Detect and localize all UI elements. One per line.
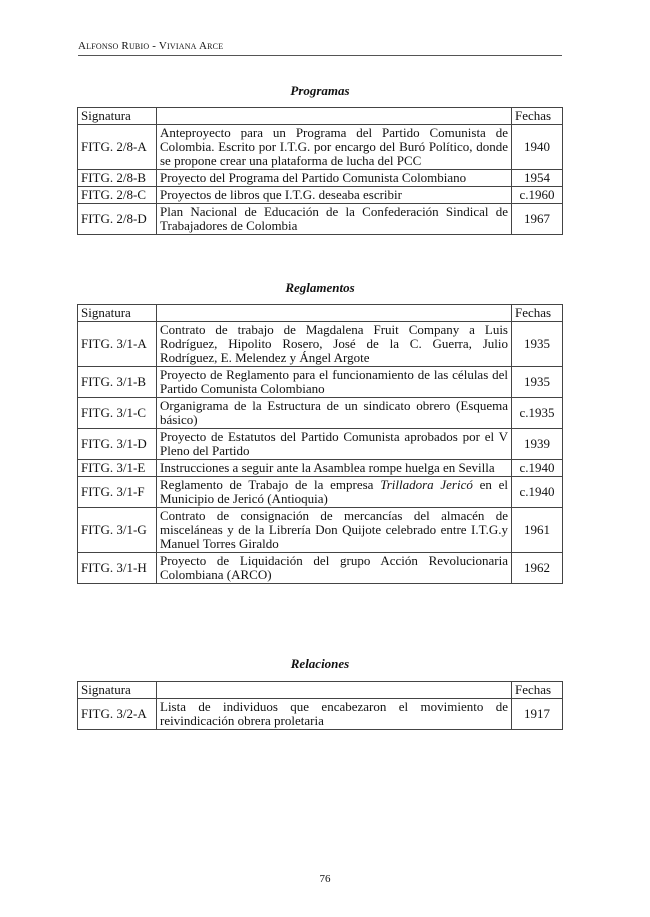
table-row (78, 204, 563, 235)
running-head: Alfonso Rubio - Viviana Arce (78, 40, 562, 56)
table-header-row (78, 108, 563, 125)
table-header-row (78, 682, 563, 699)
signature-cell: FITG. 2/8-C (78, 187, 157, 204)
table-header-row (78, 305, 563, 322)
date-cell: 1954 (512, 170, 563, 187)
header-signatura: Signatura (78, 108, 157, 125)
table-row (78, 322, 563, 367)
signature-cell: FITG. 3/1-C (78, 398, 157, 429)
signature-cell: FITG. 3/1-E (78, 460, 157, 477)
header-blank (157, 108, 512, 125)
description-cell: Contrato de trabajo de Magdalena Fruit Company a Luis Rodríguez, Hipolito Rosero, José de la C. Guerra, Julio Rodríguez, E. Melendez y Ángel Argote (157, 322, 512, 367)
signature-cell: FITG. 3/2-A (78, 699, 157, 730)
section-title-programas: Programas (290, 83, 350, 98)
signature-cell: FITG. 3/1-A (78, 322, 157, 367)
table-relaciones (77, 681, 563, 730)
description-text: Reglamento de Trabajo de la empresa (160, 477, 381, 492)
header-signatura: Signatura (78, 682, 157, 699)
description-cell: Organigrama de la Estructura de un sindicato obrero (Esquema básico) (157, 398, 512, 429)
description-cell: Proyecto de Estatutos del Partido Comunista aprobados por el V Pleno del Partido (157, 429, 512, 460)
description-cell: Instrucciones a seguir ante la Asamblea rompe huelga en Sevilla (157, 460, 512, 477)
table-row (78, 367, 563, 398)
description-cell: Proyecto de Reglamento para el funcionamiento de las células del Partido Comunista Colombiano (157, 367, 512, 398)
header-signatura: Signatura (78, 305, 157, 322)
header-blank (157, 305, 512, 322)
description-cell: Proyectos de libros que I.T.G. deseaba escribir (157, 187, 512, 204)
date-cell: 1962 (512, 553, 563, 584)
date-cell: 1961 (512, 508, 563, 553)
table-row (78, 508, 563, 553)
description-cell: Proyecto del Programa del Partido Comunista Colombiano (157, 170, 512, 187)
table-row (78, 429, 563, 460)
table-row (78, 553, 563, 584)
table-row (78, 125, 563, 170)
header-blank (157, 682, 512, 699)
signature-cell: FITG. 3/1-G (78, 508, 157, 553)
date-cell: 1935 (512, 367, 563, 398)
table-programas (77, 107, 563, 235)
signature-cell: FITG. 3/1-F (78, 477, 157, 508)
description-cell: Plan Nacional de Educación de la Confederación Sindical de Trabajadores de Colombia (157, 204, 512, 235)
date-cell: c.1960 (512, 187, 563, 204)
description-text: en el Municipio de Jericó (Antioquia) (160, 477, 508, 506)
header-fechas: Fechas (512, 682, 563, 699)
table-row (78, 398, 563, 429)
signature-cell: FITG. 2/8-D (78, 204, 157, 235)
header-fechas: Fechas (512, 305, 563, 322)
signature-cell: FITG. 3/1-B (78, 367, 157, 398)
section-title-reglamentos: Reglamentos (285, 280, 355, 295)
description-cell: Lista de individuos que encabezaron el movimiento de reivindicación obrera proletaria (157, 699, 512, 730)
page-number: 76 (319, 873, 331, 885)
date-cell: c.1940 (512, 477, 563, 508)
signature-cell: FITG. 3/1-D (78, 429, 157, 460)
date-cell: 1967 (512, 204, 563, 235)
date-cell: c.1940 (512, 460, 563, 477)
signature-cell: FITG. 3/1-H (78, 553, 157, 584)
table-row (78, 170, 563, 187)
table-row (78, 460, 563, 477)
table-row (78, 477, 563, 508)
description-cell: Proyecto de Liquidación del grupo Acción Revolucionaria Colombiana (ARCO) (157, 553, 512, 584)
header-fechas: Fechas (512, 108, 563, 125)
table-reglamentos (77, 304, 563, 584)
section-title-relaciones: Relaciones (290, 656, 350, 671)
date-cell: 1939 (512, 429, 563, 460)
date-cell: 1917 (512, 699, 563, 730)
table-row (78, 187, 563, 204)
table-row (78, 699, 563, 730)
description-cell (157, 477, 512, 508)
company-name-italic: Trilladora Jericó (380, 477, 473, 492)
description-cell: Contrato de consignación de mercancías del almacén de misceláneas y de la Librería Don Quijote celebrado entre I.T.G.y Manuel Torres Giraldo (157, 508, 512, 553)
date-cell: 1940 (512, 125, 563, 170)
date-cell: 1935 (512, 322, 563, 367)
description-cell: Anteproyecto para un Programa del Partido Comunista de Colombia. Escrito por I.T.G. por encargo del Buró Político, donde se propone crear una plataforma de lucha del PCC (157, 125, 512, 170)
signature-cell: FITG. 2/8-A (78, 125, 157, 170)
date-cell: c.1935 (512, 398, 563, 429)
signature-cell: FITG. 2/8-B (78, 170, 157, 187)
